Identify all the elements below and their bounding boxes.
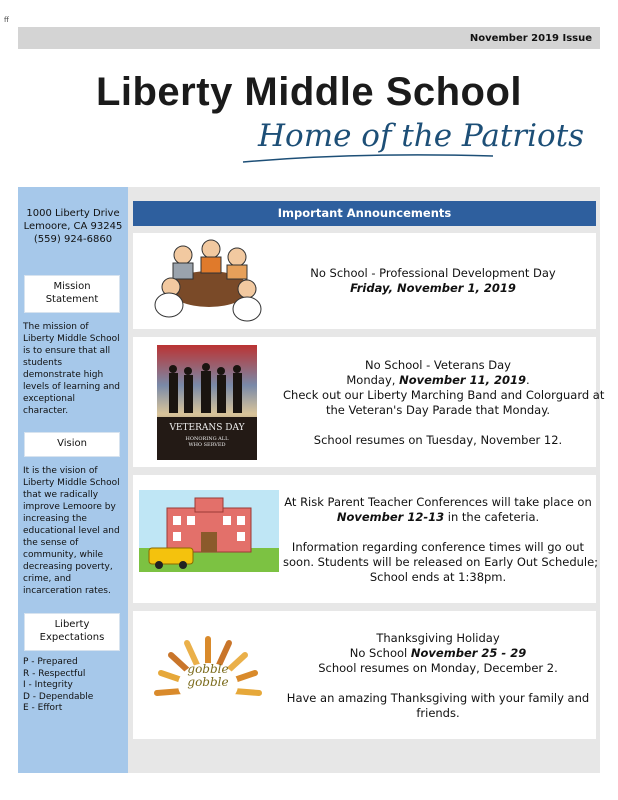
announcements-heading: Important Announcements — [133, 201, 596, 226]
issue-label: November 2019 Issue — [469, 33, 592, 44]
school-subtitle: Home of the Patriots — [258, 118, 585, 154]
expectation-item: D - Dependable — [23, 691, 94, 702]
mission-heading: Mission Statement — [24, 275, 120, 313]
announcement-text: At Risk Parent Teacher Conferences will take place on November 12-13 in the cafeteria. Information regarding conference times will go out soon. Students will be released on Early Out Schedule; School ends at 1:38pm. — [283, 495, 599, 584]
announcement-card — [133, 611, 596, 739]
subtitle-swash — [238, 150, 498, 166]
expectation-item: I - Integrity — [23, 680, 73, 690]
announcement-card — [133, 475, 599, 603]
address-line: Lemoore, CA 93245 — [23, 221, 123, 232]
announcement-text: Thanksgiving Holiday No School November 25 - 29 School resumes on Monday, December 2. Have an amazing Thanksgiving with your family and friends. — [283, 631, 593, 721]
soldiers-silhouette-icon — [157, 345, 257, 415]
announcements-panel — [128, 187, 605, 773]
announcement-card — [133, 337, 605, 467]
announcement-text: No School - Veterans Day Monday, November 11, 2019. Check out our Liberty Marching Band and Colorguard at the Veteran's Day Parade that Monday. School resumes on Tuesday, November 12. — [283, 358, 605, 447]
vision-heading: Vision — [24, 432, 120, 457]
mission-text: The mission of Liberty Middle School is to ensure that all students demonstrate high levels of learning and exceptional character. — [23, 322, 120, 416]
phone-number: (559) 924-6860 — [33, 234, 113, 245]
school-address — [18, 207, 128, 246]
corner-mark: ff — [4, 16, 9, 24]
gobble-text: gobble gobble — [187, 662, 229, 689]
school-building-icon — [139, 490, 279, 572]
sidebar — [18, 187, 128, 773]
expectations-list — [23, 657, 126, 715]
thanksgiving-dates: No School November 25 - 29 — [349, 646, 527, 660]
meeting-people-icon — [151, 237, 266, 325]
conference-dates: November 12-13 in the cafeteria. — [336, 510, 540, 524]
poster-title: VETERANS DAY — [169, 423, 245, 433]
announcement-card — [133, 233, 596, 329]
expectation-item: R - Respectful — [23, 668, 86, 679]
expectation-item: E - Effort — [23, 703, 63, 713]
expectation-item: P - Prepared — [23, 657, 78, 667]
address-line: 1000 Liberty Drive — [26, 208, 120, 219]
issue-bar — [18, 27, 600, 49]
school-title: Liberty Middle School — [95, 70, 523, 114]
vision-text: It is the vision of Liberty Middle School that we radically improve Lemoore by increasing the educational level and the sense of community, while decreasing poverty, crime, and incarceration rates. — [23, 466, 120, 596]
announcement-text: No School - Professional Development Day Friday, November 1, 2019 — [310, 266, 556, 295]
expectations-heading: Liberty Expectations — [24, 613, 120, 651]
veterans-day-poster: VETERANS DAY HONORING ALL WHO SERVED — [157, 345, 257, 460]
veterans-date: Monday, November 11, 2019. — [346, 373, 530, 387]
